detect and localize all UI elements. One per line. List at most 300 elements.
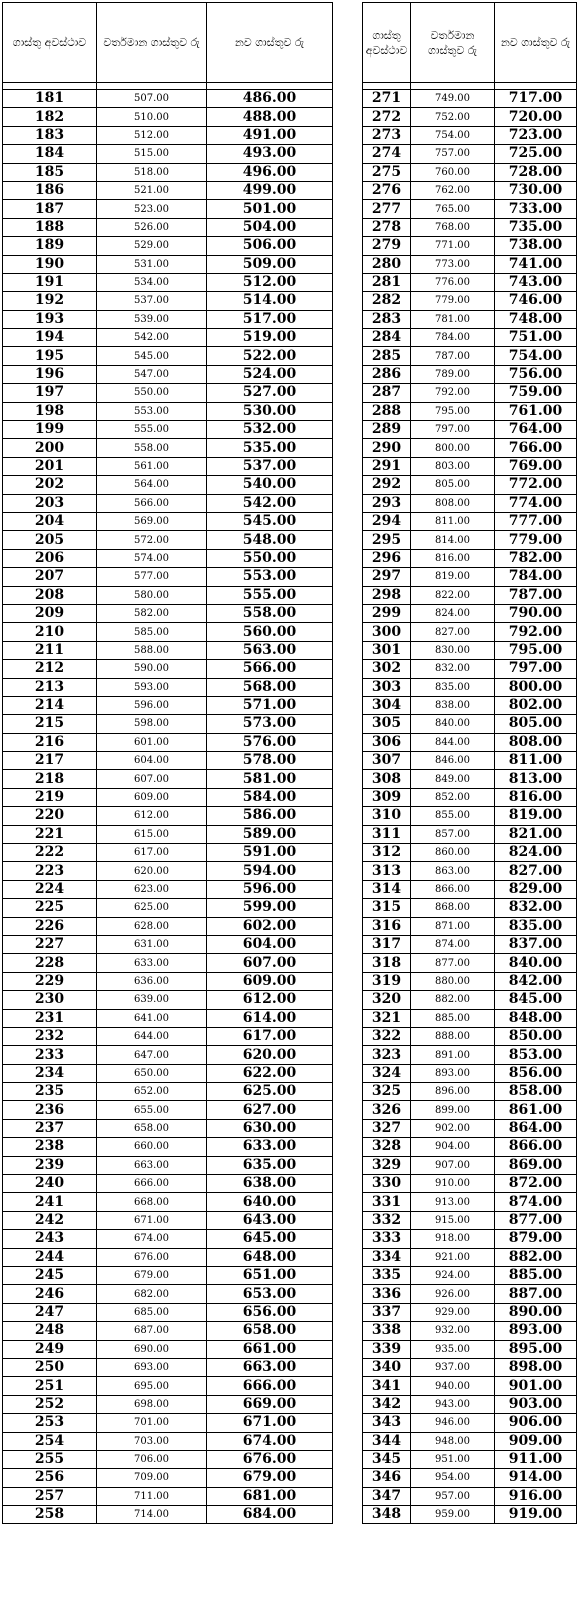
- spacer-cell: [411, 83, 495, 90]
- fee-step-cell: 236: [3, 1101, 97, 1119]
- current-fee-cell: 838.00: [411, 696, 495, 714]
- current-fee-cell: 558.00: [97, 439, 207, 457]
- table-row: [3, 1230, 333, 1248]
- fee-step-cell: 290: [363, 439, 411, 457]
- fee-step-cell: 309: [363, 788, 411, 806]
- table-row: [363, 752, 577, 770]
- fee-step-cell: 226: [3, 917, 97, 935]
- table-row: [363, 347, 577, 365]
- new-fee-cell: 522.00: [207, 347, 333, 365]
- current-fee-cell: 668.00: [97, 1193, 207, 1211]
- new-fee-cell: 790.00: [495, 604, 577, 622]
- fee-step-cell: 244: [3, 1248, 97, 1266]
- table-row: [3, 310, 333, 328]
- current-fee-cell: 658.00: [97, 1119, 207, 1137]
- table-row: [3, 1138, 333, 1156]
- spacer-cell: [97, 83, 207, 90]
- current-fee-cell: 896.00: [411, 1083, 495, 1101]
- fee-step-cell: 254: [3, 1432, 97, 1450]
- new-fee-cell: 743.00: [495, 273, 577, 291]
- table-row: [363, 586, 577, 604]
- new-fee-cell: 553.00: [207, 568, 333, 586]
- current-fee-cell: 855.00: [411, 807, 495, 825]
- current-fee-cell: 609.00: [97, 788, 207, 806]
- current-fee-cell: 840.00: [411, 715, 495, 733]
- fee-step-cell: 209: [3, 604, 97, 622]
- fee-step-cell: 277: [363, 200, 411, 218]
- fee-step-cell: 251: [3, 1377, 97, 1395]
- new-fee-cell: 741.00: [495, 255, 577, 273]
- table-row: [3, 1395, 333, 1413]
- current-fee-cell: 773.00: [411, 255, 495, 273]
- fee-step-cell: 249: [3, 1340, 97, 1358]
- current-fee-cell: 593.00: [97, 678, 207, 696]
- current-fee-cell: 660.00: [97, 1138, 207, 1156]
- header-new-fee: නව ගාස්තුව රු: [207, 3, 333, 83]
- fee-step-cell: 294: [363, 512, 411, 530]
- current-fee-cell: 679.00: [97, 1267, 207, 1285]
- current-fee-cell: 515.00: [97, 145, 207, 163]
- current-fee-cell: 760.00: [411, 163, 495, 181]
- fee-step-cell: 303: [363, 678, 411, 696]
- table-row: [3, 145, 333, 163]
- current-fee-cell: 757.00: [411, 145, 495, 163]
- table-row: [3, 181, 333, 199]
- fee-step-cell: 204: [3, 512, 97, 530]
- new-fee-cell: 633.00: [207, 1138, 333, 1156]
- fee-step-cell: 280: [363, 255, 411, 273]
- current-fee-cell: 639.00: [97, 991, 207, 1009]
- new-fee-cell: 869.00: [495, 1156, 577, 1174]
- fee-step-cell: 274: [363, 145, 411, 163]
- current-fee-cell: 868.00: [411, 899, 495, 917]
- fee-step-cell: 211: [3, 641, 97, 659]
- current-fee-cell: 607.00: [97, 770, 207, 788]
- table-row: [3, 1303, 333, 1321]
- current-fee-cell: 582.00: [97, 604, 207, 622]
- table-row: [3, 1083, 333, 1101]
- new-fee-cell: 845.00: [495, 991, 577, 1009]
- current-fee-cell: 866.00: [411, 880, 495, 898]
- fee-step-cell: 347: [363, 1487, 411, 1505]
- current-fee-cell: 849.00: [411, 770, 495, 788]
- current-fee-cell: 885.00: [411, 1009, 495, 1027]
- fee-step-cell: 272: [363, 108, 411, 126]
- table-row: [363, 218, 577, 236]
- table-row: [363, 1211, 577, 1229]
- current-fee-cell: 816.00: [411, 549, 495, 567]
- fee-step-cell: 275: [363, 163, 411, 181]
- new-fee-cell: 573.00: [207, 715, 333, 733]
- spacer-cell: [495, 83, 577, 90]
- table-row: [363, 899, 577, 917]
- current-fee-cell: 846.00: [411, 752, 495, 770]
- fee-step-cell: 231: [3, 1009, 97, 1027]
- new-fee-cell: 612.00: [207, 991, 333, 1009]
- current-fee-cell: 857.00: [411, 825, 495, 843]
- current-fee-cell: 685.00: [97, 1303, 207, 1321]
- fee-step-cell: 258: [3, 1506, 97, 1524]
- table-row: [363, 384, 577, 402]
- current-fee-cell: 951.00: [411, 1450, 495, 1468]
- fee-step-cell: 220: [3, 807, 97, 825]
- spacer-cell: [363, 83, 411, 90]
- table-row: [363, 880, 577, 898]
- table-row: [363, 1064, 577, 1082]
- fee-step-cell: 308: [363, 770, 411, 788]
- new-fee-cell: 895.00: [495, 1340, 577, 1358]
- fee-step-cell: 210: [3, 623, 97, 641]
- table-row: [363, 494, 577, 512]
- new-fee-cell: 599.00: [207, 899, 333, 917]
- table-row: [363, 844, 577, 862]
- new-fee-cell: 890.00: [495, 1303, 577, 1321]
- current-fee-cell: 827.00: [411, 623, 495, 641]
- table-row: [363, 1469, 577, 1487]
- current-fee-cell: 539.00: [97, 310, 207, 328]
- new-fee-cell: 769.00: [495, 457, 577, 475]
- table-row: [363, 770, 577, 788]
- new-fee-cell: 720.00: [495, 108, 577, 126]
- table-row: [3, 604, 333, 622]
- header-fee-step: ගාස්තු අවස්ථාව: [3, 3, 97, 83]
- fee-step-cell: 344: [363, 1432, 411, 1450]
- current-fee-cell: 957.00: [411, 1487, 495, 1505]
- table-row: [363, 531, 577, 549]
- table-row: [363, 1046, 577, 1064]
- table-row: [3, 108, 333, 126]
- table-row: [3, 1432, 333, 1450]
- fee-step-cell: 193: [3, 310, 97, 328]
- fee-step-cell: 184: [3, 145, 97, 163]
- fee-step-cell: 336: [363, 1285, 411, 1303]
- new-fee-cell: 491.00: [207, 126, 333, 144]
- table-row: [3, 457, 333, 475]
- table-row: [3, 935, 333, 953]
- header-current-fee: වර්තමාන ගාස්තුව රු: [411, 3, 495, 83]
- fee-step-cell: 318: [363, 954, 411, 972]
- fee-step-cell: 245: [3, 1267, 97, 1285]
- fee-step-cell: 188: [3, 218, 97, 236]
- current-fee-cell: 523.00: [97, 200, 207, 218]
- new-fee-cell: 519.00: [207, 329, 333, 347]
- fee-step-cell: 218: [3, 770, 97, 788]
- current-fee-cell: 690.00: [97, 1340, 207, 1358]
- table-row: [3, 1377, 333, 1395]
- current-fee-cell: 749.00: [411, 90, 495, 108]
- fee-step-cell: 301: [363, 641, 411, 659]
- current-fee-cell: 907.00: [411, 1156, 495, 1174]
- table-row: [3, 1469, 333, 1487]
- current-fee-cell: 882.00: [411, 991, 495, 1009]
- table-row: [363, 329, 577, 347]
- current-fee-cell: 644.00: [97, 1027, 207, 1045]
- table-row: [363, 1395, 577, 1413]
- fee-step-cell: 182: [3, 108, 97, 126]
- new-fee-cell: 509.00: [207, 255, 333, 273]
- table-row: [363, 108, 577, 126]
- new-fee-cell: 499.00: [207, 181, 333, 199]
- new-fee-cell: 496.00: [207, 163, 333, 181]
- table-row: [363, 954, 577, 972]
- table-row: [3, 1009, 333, 1027]
- new-fee-cell: 911.00: [495, 1450, 577, 1468]
- fee-step-cell: 321: [363, 1009, 411, 1027]
- new-fee-cell: 550.00: [207, 549, 333, 567]
- fee-step-cell: 328: [363, 1138, 411, 1156]
- table-row: [363, 1487, 577, 1505]
- current-fee-cell: 550.00: [97, 384, 207, 402]
- current-fee-cell: 521.00: [97, 181, 207, 199]
- current-fee-cell: 787.00: [411, 347, 495, 365]
- current-fee-cell: 512.00: [97, 126, 207, 144]
- current-fee-cell: 779.00: [411, 292, 495, 310]
- new-fee-cell: 545.00: [207, 512, 333, 530]
- new-fee-cell: 486.00: [207, 90, 333, 108]
- table-row: [3, 807, 333, 825]
- table-row: [363, 292, 577, 310]
- table-row: [3, 126, 333, 144]
- new-fee-cell: 514.00: [207, 292, 333, 310]
- current-fee-cell: 588.00: [97, 641, 207, 659]
- current-fee-cell: 590.00: [97, 660, 207, 678]
- new-fee-cell: 916.00: [495, 1487, 577, 1505]
- new-fee-cell: 738.00: [495, 237, 577, 255]
- current-fee-cell: 574.00: [97, 549, 207, 567]
- table-row: [3, 696, 333, 714]
- fee-step-cell: 212: [3, 660, 97, 678]
- fee-step-cell: 285: [363, 347, 411, 365]
- new-fee-cell: 909.00: [495, 1432, 577, 1450]
- table-row: [363, 402, 577, 420]
- table-row: [363, 1230, 577, 1248]
- table-row: [363, 1009, 577, 1027]
- table-row: [363, 421, 577, 439]
- fee-step-cell: 232: [3, 1027, 97, 1045]
- new-fee-cell: 607.00: [207, 954, 333, 972]
- table-row: [363, 733, 577, 751]
- table-row: [363, 1138, 577, 1156]
- table-row: [363, 1432, 577, 1450]
- spacer-cell: [3, 83, 97, 90]
- new-fee-cell: 808.00: [495, 733, 577, 751]
- table-row: [3, 991, 333, 1009]
- current-fee-cell: 860.00: [411, 844, 495, 862]
- table-row: [3, 292, 333, 310]
- current-fee-cell: 959.00: [411, 1506, 495, 1524]
- current-fee-cell: 507.00: [97, 90, 207, 108]
- new-fee-cell: 602.00: [207, 917, 333, 935]
- table-row: [363, 476, 577, 494]
- new-fee-cell: 576.00: [207, 733, 333, 751]
- fee-step-cell: 225: [3, 899, 97, 917]
- fee-step-cell: 208: [3, 586, 97, 604]
- table-row: [3, 347, 333, 365]
- current-fee-cell: 948.00: [411, 1432, 495, 1450]
- new-fee-cell: 772.00: [495, 476, 577, 494]
- new-fee-cell: 866.00: [495, 1138, 577, 1156]
- new-fee-cell: 617.00: [207, 1027, 333, 1045]
- table-row: [363, 1340, 577, 1358]
- table-row: [3, 1156, 333, 1174]
- table-row: [363, 991, 577, 1009]
- new-fee-cell: 840.00: [495, 954, 577, 972]
- current-fee-cell: 542.00: [97, 329, 207, 347]
- table-row: [3, 1211, 333, 1229]
- fee-step-cell: 348: [363, 1506, 411, 1524]
- table-row: [3, 770, 333, 788]
- table-row: [3, 439, 333, 457]
- fee-step-cell: 299: [363, 604, 411, 622]
- table-row: [3, 384, 333, 402]
- fee-step-cell: 312: [363, 844, 411, 862]
- fee-step-cell: 191: [3, 273, 97, 291]
- current-fee-cell: 811.00: [411, 512, 495, 530]
- fee-step-cell: 305: [363, 715, 411, 733]
- fee-step-cell: 255: [3, 1450, 97, 1468]
- current-fee-cell: 913.00: [411, 1193, 495, 1211]
- table-row: [363, 568, 577, 586]
- new-fee-cell: 560.00: [207, 623, 333, 641]
- current-fee-cell: 569.00: [97, 512, 207, 530]
- new-fee-cell: 620.00: [207, 1046, 333, 1064]
- new-fee-cell: 586.00: [207, 807, 333, 825]
- current-fee-cell: 625.00: [97, 899, 207, 917]
- current-fee-cell: 943.00: [411, 1395, 495, 1413]
- fee-step-cell: 207: [3, 568, 97, 586]
- current-fee-cell: 926.00: [411, 1285, 495, 1303]
- current-fee-cell: 819.00: [411, 568, 495, 586]
- table-row: [363, 1267, 577, 1285]
- fee-step-cell: 243: [3, 1230, 97, 1248]
- table-row: [3, 1506, 333, 1524]
- fee-step-cell: 287: [363, 384, 411, 402]
- table-row: [3, 972, 333, 990]
- fee-step-cell: 296: [363, 549, 411, 567]
- fee-step-cell: 324: [363, 1064, 411, 1082]
- new-fee-cell: 872.00: [495, 1175, 577, 1193]
- fee-step-cell: 342: [363, 1395, 411, 1413]
- new-fee-cell: 877.00: [495, 1211, 577, 1229]
- table-row: [3, 1193, 333, 1211]
- new-fee-cell: 504.00: [207, 218, 333, 236]
- fee-step-cell: 307: [363, 752, 411, 770]
- fee-step-cell: 250: [3, 1358, 97, 1376]
- new-fee-cell: 493.00: [207, 145, 333, 163]
- new-fee-cell: 512.00: [207, 273, 333, 291]
- fee-step-cell: 227: [3, 935, 97, 953]
- table-row: [3, 237, 333, 255]
- new-fee-cell: 754.00: [495, 347, 577, 365]
- new-fee-cell: 759.00: [495, 384, 577, 402]
- new-fee-cell: 766.00: [495, 439, 577, 457]
- new-fee-cell: 856.00: [495, 1064, 577, 1082]
- new-fee-cell: 630.00: [207, 1119, 333, 1137]
- table-row: [363, 1414, 577, 1432]
- new-fee-cell: 676.00: [207, 1450, 333, 1468]
- new-fee-cell: 906.00: [495, 1414, 577, 1432]
- fee-step-cell: 329: [363, 1156, 411, 1174]
- fee-step-cell: 229: [3, 972, 97, 990]
- current-fee-cell: 789.00: [411, 365, 495, 383]
- current-fee-cell: 762.00: [411, 181, 495, 199]
- table-row: [3, 586, 333, 604]
- new-fee-cell: 802.00: [495, 696, 577, 714]
- header-current-fee: වර්තමාන ගාස්තුව රු: [97, 3, 207, 83]
- table-row: [363, 237, 577, 255]
- fee-step-cell: 302: [363, 660, 411, 678]
- table-row: [363, 512, 577, 530]
- current-fee-cell: 711.00: [97, 1487, 207, 1505]
- new-fee-cell: 848.00: [495, 1009, 577, 1027]
- new-fee-cell: 648.00: [207, 1248, 333, 1266]
- current-fee-cell: 904.00: [411, 1138, 495, 1156]
- fee-step-cell: 183: [3, 126, 97, 144]
- new-fee-cell: 850.00: [495, 1027, 577, 1045]
- table-row: [363, 439, 577, 457]
- fee-step-cell: 257: [3, 1487, 97, 1505]
- table-row: [3, 1450, 333, 1468]
- fee-step-cell: 195: [3, 347, 97, 365]
- new-fee-cell: 666.00: [207, 1377, 333, 1395]
- current-fee-cell: 531.00: [97, 255, 207, 273]
- current-fee-cell: 620.00: [97, 862, 207, 880]
- table-row: [3, 1064, 333, 1082]
- current-fee-cell: 874.00: [411, 935, 495, 953]
- new-fee-cell: 725.00: [495, 145, 577, 163]
- fee-step-cell: 331: [363, 1193, 411, 1211]
- fee-step-cell: 190: [3, 255, 97, 273]
- table-row: [363, 935, 577, 953]
- table-row: [363, 1322, 577, 1340]
- fee-step-cell: 185: [3, 163, 97, 181]
- current-fee-cell: 577.00: [97, 568, 207, 586]
- fee-step-cell: 320: [363, 991, 411, 1009]
- fee-step-cell: 340: [363, 1358, 411, 1376]
- fee-step-cell: 199: [3, 421, 97, 439]
- current-fee-cell: 698.00: [97, 1395, 207, 1413]
- new-fee-cell: 914.00: [495, 1469, 577, 1487]
- current-fee-cell: 754.00: [411, 126, 495, 144]
- new-fee-cell: 837.00: [495, 935, 577, 953]
- fee-table-left-body: [3, 83, 333, 1524]
- current-fee-cell: 910.00: [411, 1175, 495, 1193]
- new-fee-cell: 819.00: [495, 807, 577, 825]
- fee-step-cell: 291: [363, 457, 411, 475]
- fee-step-cell: 298: [363, 586, 411, 604]
- new-fee-cell: 797.00: [495, 660, 577, 678]
- table-row: [3, 1267, 333, 1285]
- current-fee-cell: 518.00: [97, 163, 207, 181]
- new-fee-cell: 879.00: [495, 1230, 577, 1248]
- fee-step-cell: 281: [363, 273, 411, 291]
- new-fee-cell: 566.00: [207, 660, 333, 678]
- table-row: [3, 402, 333, 420]
- fee-step-cell: 276: [363, 181, 411, 199]
- current-fee-cell: 701.00: [97, 1414, 207, 1432]
- table-row: [3, 1358, 333, 1376]
- current-fee-cell: 863.00: [411, 862, 495, 880]
- new-fee-cell: 816.00: [495, 788, 577, 806]
- new-fee-cell: 787.00: [495, 586, 577, 604]
- current-fee-cell: 510.00: [97, 108, 207, 126]
- new-fee-cell: 622.00: [207, 1064, 333, 1082]
- new-fee-cell: 858.00: [495, 1083, 577, 1101]
- new-fee-cell: 581.00: [207, 770, 333, 788]
- current-fee-cell: 714.00: [97, 1506, 207, 1524]
- new-fee-cell: 842.00: [495, 972, 577, 990]
- current-fee-cell: 693.00: [97, 1358, 207, 1376]
